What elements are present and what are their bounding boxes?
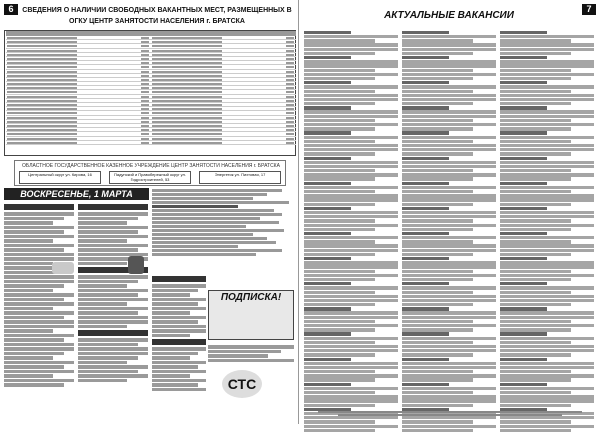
- vacancy-ads-column: [402, 30, 496, 406]
- channel-logo: [52, 262, 74, 274]
- vacancy-column: [151, 31, 296, 155]
- left-page: [4, 4, 296, 418]
- page-number: 7: [582, 4, 596, 15]
- vacancies-title: АКТУАЛЬНЫЕ ВАКАНСИИ: [384, 10, 514, 21]
- vacancy-ads-column: [304, 30, 398, 406]
- banner-title: ОБЛАСТНОЕ ГОСУДАРСТВЕННОЕ КАЗЕННОЕ УЧРЕЖДЕНИЕ ЦЕНТР ЗАНЯТОСТИ НАСЕЛЕНИЯ г. БРАТСКА: [22, 163, 280, 169]
- vacancy-table: [4, 30, 296, 156]
- vacancy-ads-column: [500, 30, 594, 406]
- banner-office: Энергетик ул. Пихтовая, 17: [199, 171, 281, 184]
- vacancy-column: [6, 31, 151, 155]
- employment-center-banner: [14, 160, 286, 186]
- page-spine: [298, 0, 299, 424]
- channel-5-logo: [128, 256, 144, 274]
- recruitment-notice: [152, 188, 296, 270]
- ctc-channel-logo: СТС: [222, 370, 262, 398]
- tv-schedule-heading: ВОСКРЕСЕНЬЕ, 1 МАРТА: [4, 188, 149, 200]
- vacancy-table-title: СВЕДЕНИЯ О НАЛИЧИИ СВОБОДНЫХ ВАКАНТНЫХ МЕСТ, РАЗМЕЩЕННЫХ В ОГКУ ЦЕНТР ЗАНЯТОСТИ НАСЕЛЕНИЯ г. БРАТСКА: [22, 7, 292, 25]
- banner-office: Падунский и Правобережный округ ул. Гидростроителей, 53: [109, 171, 191, 184]
- page-footer-notice: [308, 410, 592, 418]
- banner-office: Центральный округ ул. Кирова, 16: [19, 171, 101, 184]
- tv-column: [152, 274, 206, 414]
- page-number: 6: [4, 4, 18, 15]
- tv-column: [4, 202, 74, 414]
- subscription-ad: ПОДПИСКА!: [208, 290, 294, 340]
- tv-column: [208, 344, 294, 368]
- tv-column: [78, 202, 148, 414]
- right-page: [304, 4, 596, 418]
